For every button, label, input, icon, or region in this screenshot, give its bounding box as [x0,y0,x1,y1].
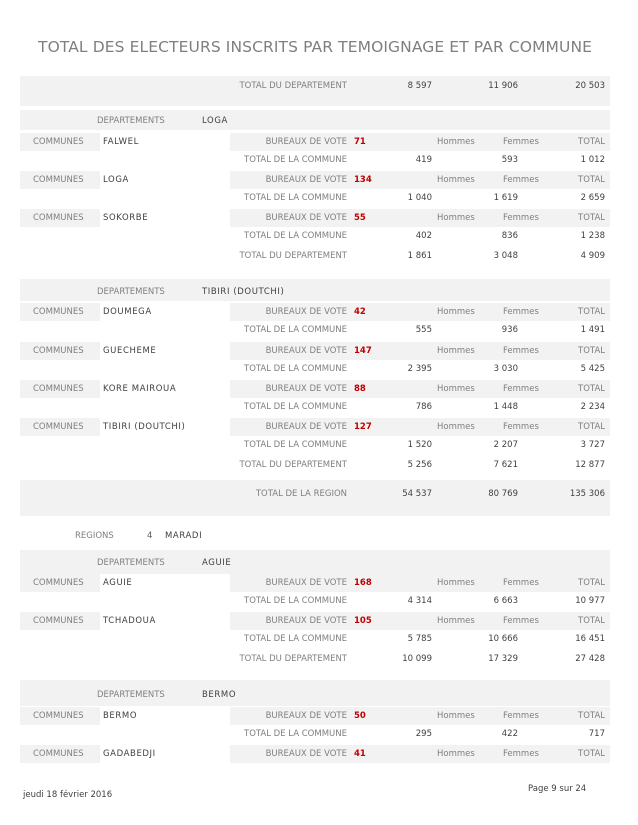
loga-dept-total-femmes: 3 048 [493,251,518,261]
tibiri-commune-0-bureaux-count: 42 [354,307,366,317]
tibiri-commune-2-commune-total-label: TOTAL DE LA COMMUNE [244,402,347,412]
footer-page-number: Page 9 sur 24 [528,784,587,794]
loga-commune-0-commune-total-hommes: 419 [415,155,432,165]
bermo-commune-0-bureaux-count: 50 [354,711,366,721]
loga-dept-total-hommes: 1 861 [407,251,432,261]
loga-commune-2-hommes-label: Hommes [437,213,475,223]
aguie-commune-0-commune-total-femmes: 6 663 [493,596,518,606]
loga-commune-0-commune-total-label: TOTAL DE LA COMMUNE [244,155,347,165]
tibiri-dept-total-hommes: 5 256 [407,460,432,470]
tibiri-commune-3-bureaux-label: BUREAUX DE VOTE [265,422,347,432]
loga-commune-1-commune-total-femmes: 1 619 [493,193,518,203]
aguie-dept-total-total: 27 428 [575,654,605,664]
tibiri-dept-total-total: 12 877 [575,460,605,470]
loga-commune-0-commune-total-femmes: 593 [501,155,518,165]
tibiri-dept-total-femmes: 7 621 [493,460,518,470]
loga-commune-0-communes-label: COMMUNES [33,137,84,147]
loga-commune-1-name: LOGA [103,175,129,185]
tibiri-commune-1-hommes-label: Hommes [437,346,475,356]
aguie-commune-1-commune-total-femmes: 10 666 [488,634,518,644]
loga-commune-2-commune-total-total: 1 238 [580,231,605,241]
aguie-commune-1-femmes-label: Femmes [503,616,539,626]
loga-commune-1-commune-total-total: 2 659 [580,193,605,203]
tibiri-commune-3-femmes-label: Femmes [503,422,539,432]
aguie-commune-1-hommes-label: Hommes [437,616,475,626]
tibiri-departements-label: DEPARTEMENTS [97,287,165,297]
tibiri-commune-0-communes-label: COMMUNES [33,307,84,317]
aguie-dept-total-femmes: 17 329 [488,654,518,664]
bermo-commune-0-commune-total-hommes: 295 [415,729,432,739]
tibiri-commune-0-bureaux-label: BUREAUX DE VOTE [265,307,347,317]
bermo-commune-1-femmes-label: Femmes [503,749,539,759]
footer-date: jeudi 18 février 2016 [23,790,113,800]
aguie-commune-0-bureaux-count: 168 [354,578,372,588]
tibiri-commune-1-bureaux-count: 147 [354,346,372,356]
bermo-commune-1-communes-label: COMMUNES [33,749,84,759]
aguie-commune-0-commune-total-total: 10 977 [575,596,605,606]
loga-commune-0-hommes-label: Hommes [437,137,475,147]
tibiri-commune-3-commune-total-total: 3 727 [580,440,605,450]
loga-commune-1-commune-total-label: TOTAL DE LA COMMUNE [244,193,347,203]
tibiri-commune-2-hommes-label: Hommes [437,384,475,394]
tibiri-commune-0-hommes-label: Hommes [437,307,475,317]
tibiri-commune-1-name: GUECHEME [103,346,157,356]
aguie-commune-1-total-label: TOTAL [578,616,605,626]
tibiri-commune-1-bureaux-label: BUREAUX DE VOTE [265,346,347,356]
top-dept-total-total: 20 503 [575,81,605,91]
bermo-commune-0-commune-total-femmes: 422 [501,729,518,739]
tibiri-commune-0-commune-total-hommes: 555 [415,325,432,335]
bermo-dept-name: BERMO [202,690,237,700]
bermo-commune-1-bureaux-label: BUREAUX DE VOTE [265,749,347,759]
tibiri-commune-0-femmes-label: Femmes [503,307,539,317]
loga-commune-1-commune-total-hommes: 1 040 [407,193,432,203]
top-dept-total-hommes: 8 597 [407,81,432,91]
top-dept-total-label: TOTAL DU DEPARTEMENT [239,81,347,91]
tibiri-commune-2-total-label: TOTAL [578,384,605,394]
bermo-commune-0-name: BERMO [103,711,138,721]
bermo-commune-0-femmes-label: Femmes [503,711,539,721]
aguie-commune-1-commune-total-total: 16 451 [575,634,605,644]
loga-commune-2-commune-total-femmes: 836 [501,231,518,241]
tibiri-commune-2-femmes-label: Femmes [503,384,539,394]
tibiri-commune-2-name: KORE MAIROUA [103,384,177,394]
loga-commune-2-commune-total-label: TOTAL DE LA COMMUNE [244,231,347,241]
tibiri-commune-3-commune-total-hommes: 1 520 [407,440,432,450]
region-label: REGIONS [75,531,114,541]
tibiri-commune-1-communes-label: COMMUNES [33,346,84,356]
tibiri-commune-0-name: DOUMEGA [103,307,152,317]
aguie-dept-total-label: TOTAL DU DEPARTEMENT [239,654,347,664]
region-total-label: TOTAL DE LA REGION [255,489,347,499]
dept-loga-dept-name: LOGA [202,116,228,126]
tibiri-commune-2-bureaux-label: BUREAUX DE VOTE [265,384,347,394]
tibiri-commune-0-total-label: TOTAL [578,307,605,317]
loga-commune-2-femmes-label: Femmes [503,213,539,223]
tibiri-commune-3-total-label: TOTAL [578,422,605,432]
loga-dept-total-total: 4 909 [580,251,605,261]
tibiri-commune-2-commune-total-total: 2 234 [580,402,605,412]
loga-dept-total-label: TOTAL DU DEPARTEMENT [239,251,347,261]
bermo-commune-1-total-label: TOTAL [578,749,605,759]
aguie-dept-total-hommes: 10 099 [402,654,432,664]
loga-commune-1-bureaux-count: 134 [354,175,372,185]
tibiri-dept-total-label: TOTAL DU DEPARTEMENT [239,460,347,470]
tibiri-commune-2-bureaux-count: 88 [354,384,366,394]
bermo-departements-label: DEPARTEMENTS [97,690,165,700]
aguie-commune-1-bureaux-label: BUREAUX DE VOTE [265,616,347,626]
tibiri-commune-1-commune-total-hommes: 2 395 [407,364,432,374]
aguie-commune-0-commune-total-label: TOTAL DE LA COMMUNE [244,596,347,606]
loga-commune-0-femmes-label: Femmes [503,137,539,147]
tibiri-commune-3-commune-total-femmes: 2 207 [493,440,518,450]
tibiri-commune-2-commune-total-femmes: 1 448 [493,402,518,412]
bermo-commune-1-hommes-label: Hommes [437,749,475,759]
loga-commune-2-communes-label: COMMUNES [33,213,84,223]
tibiri-dept-name: TIBIRI (DOUTCHI) [202,287,285,297]
tibiri-commune-1-commune-total-total: 5 425 [580,364,605,374]
aguie-commune-0-hommes-label: Hommes [437,578,475,588]
loga-commune-1-femmes-label: Femmes [503,175,539,185]
page-title: TOTAL DES ELECTEURS INSCRITS PAR TEMOIGNAGE ET PAR COMMUNE [38,38,593,56]
bermo-commune-0-communes-label: COMMUNES [33,711,84,721]
loga-commune-0-name: FALWEL [103,137,139,147]
aguie-commune-1-commune-total-hommes: 5 785 [407,634,432,644]
tibiri-commune-0-commune-total-label: TOTAL DE LA COMMUNE [244,325,347,335]
dept-loga-departements-label: DEPARTEMENTS [97,116,165,126]
aguie-commune-0-total-label: TOTAL [578,578,605,588]
tibiri-commune-3-communes-label: COMMUNES [33,422,84,432]
tibiri-commune-0-commune-total-femmes: 936 [501,325,518,335]
tibiri-commune-2-communes-label: COMMUNES [33,384,84,394]
loga-commune-0-bureaux-label: BUREAUX DE VOTE [265,137,347,147]
loga-commune-1-hommes-label: Hommes [437,175,475,185]
aguie-commune-0-femmes-label: Femmes [503,578,539,588]
region-total-hommes: 54 537 [402,489,432,499]
aguie-commune-1-communes-label: COMMUNES [33,616,84,626]
loga-commune-1-bureaux-label: BUREAUX DE VOTE [265,175,347,185]
tibiri-commune-1-total-label: TOTAL [578,346,605,356]
aguie-commune-1-bureaux-count: 105 [354,616,372,626]
aguie-dept-name: AGUIE [202,558,232,568]
bermo-commune-1-bureaux-count: 41 [354,749,366,759]
bermo-commune-0-commune-total-label: TOTAL DE LA COMMUNE [244,729,347,739]
region-total-total: 135 306 [569,489,605,499]
aguie-commune-0-communes-label: COMMUNES [33,578,84,588]
tibiri-commune-3-hommes-label: Hommes [437,422,475,432]
loga-commune-1-communes-label: COMMUNES [33,175,84,185]
tibiri-commune-1-femmes-label: Femmes [503,346,539,356]
aguie-commune-0-bureaux-label: BUREAUX DE VOTE [265,578,347,588]
aguie-commune-0-commune-total-hommes: 4 314 [407,596,432,606]
bermo-commune-1-name: GADABEDJI [103,749,156,759]
aguie-commune-0-name: AGUIE [103,578,133,588]
tibiri-commune-1-commune-total-label: TOTAL DE LA COMMUNE [244,364,347,374]
region-number: 4 [147,531,153,541]
loga-commune-0-bureaux-count: 71 [354,137,366,147]
tibiri-commune-3-bureaux-count: 127 [354,422,372,432]
region-total-femmes: 80 769 [488,489,518,499]
loga-commune-2-bureaux-label: BUREAUX DE VOTE [265,213,347,223]
loga-commune-2-bureaux-count: 55 [354,213,366,223]
aguie-departements-label: DEPARTEMENTS [97,558,165,568]
loga-commune-2-name: SOKORBE [103,213,149,223]
loga-commune-2-commune-total-hommes: 402 [415,231,432,241]
bermo-commune-0-commune-total-total: 717 [588,729,605,739]
tibiri-commune-3-name: TIBIRI (DOUTCHI) [103,422,186,432]
bermo-commune-0-bureaux-label: BUREAUX DE VOTE [265,711,347,721]
loga-commune-0-commune-total-total: 1 012 [580,155,605,165]
tibiri-commune-1-commune-total-femmes: 3 030 [493,364,518,374]
tibiri-commune-3-commune-total-label: TOTAL DE LA COMMUNE [244,440,347,450]
aguie-commune-1-commune-total-label: TOTAL DE LA COMMUNE [244,634,347,644]
bermo-commune-0-hommes-label: Hommes [437,711,475,721]
bermo-commune-0-total-label: TOTAL [578,711,605,721]
loga-commune-1-total-label: TOTAL [578,175,605,185]
top-dept-total-femmes: 11 906 [488,81,518,91]
loga-commune-2-total-label: TOTAL [578,213,605,223]
tibiri-commune-2-commune-total-hommes: 786 [415,402,432,412]
aguie-commune-1-name: TCHADOUA [103,616,156,626]
tibiri-commune-0-commune-total-total: 1 491 [580,325,605,335]
region-name: MARADI [165,531,203,541]
loga-commune-0-total-label: TOTAL [578,137,605,147]
